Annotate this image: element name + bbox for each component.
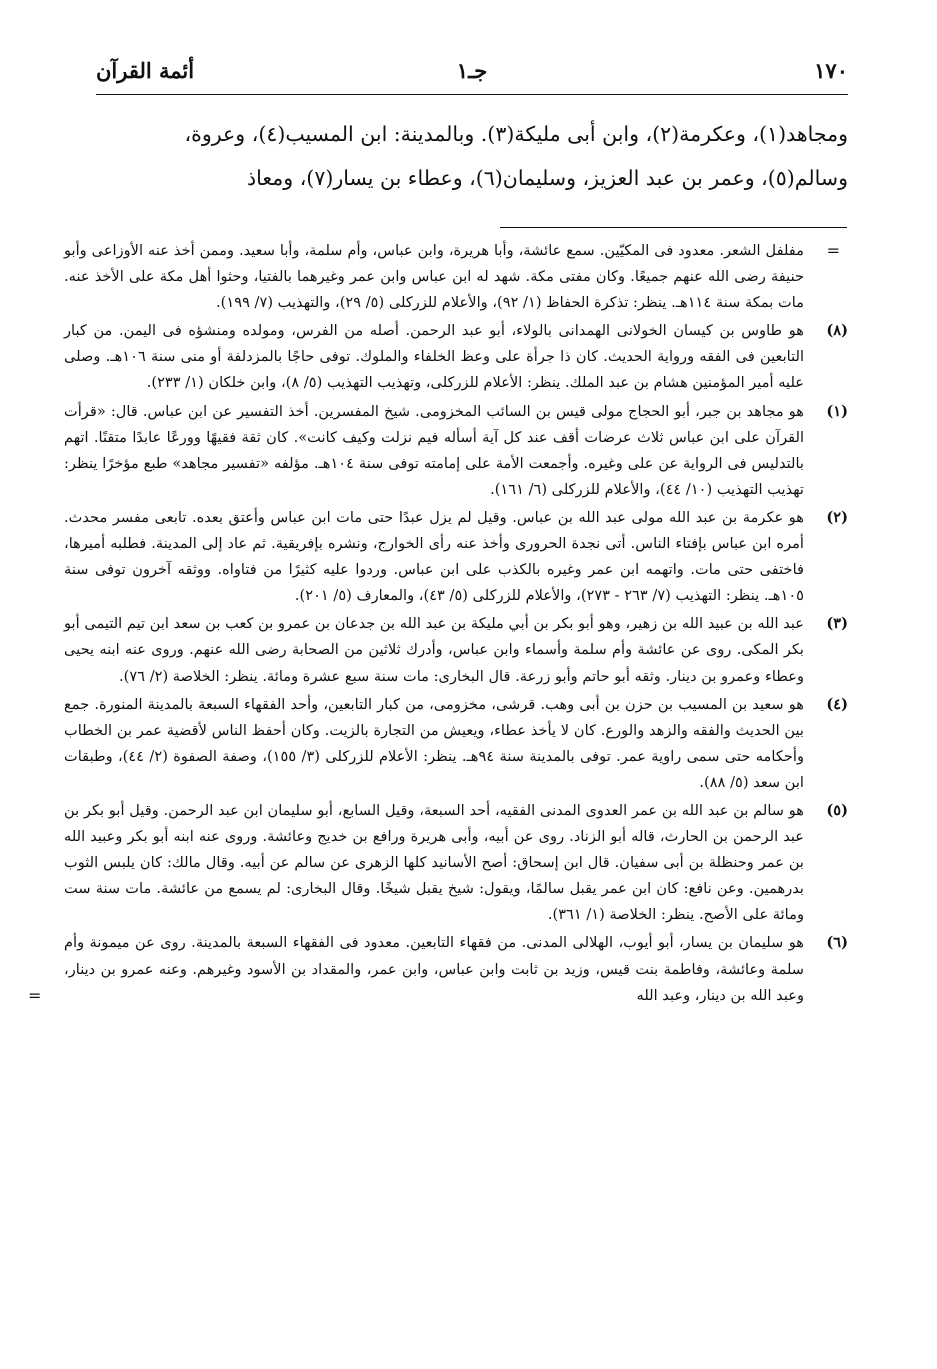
footnote-text: مفلفل الشعر. معدود فى المكيّين. سمع عائشة، وأبا هريرة، وابن عباس، وأم سلمة، وأبا سعيد. وممن أخذ عنه الأوزاعى وأبو حنيفة رضى الله عنهم جميعًا. وكان مفتى مكة. شهد له ابن عباس وابن عمر وغيرهما بالفتيا، وحثوا أهل مكة على الأخذ عنه. مات بمكة سنة ١١٤هـ. ينظر: تذكرة الحفاظ (١/ ٩٢)، والأعلام للزركلى (٥/ ٢٩)، والتهذيب (٧/ ١٩٩). (64, 242, 804, 312)
footnote-text: عبد الله بن عبيد الله بن زهير، وهو أبو بكر بن أبي مليكة بن عبد الله بن جدعان بن عمرو بن كعب بن سعد ابن تيم التيمى أبو بكر المكى. روى عن عائشة وأم سلمة وأسماء وابن عباس، وأدرك ثلاثين من الصحابة رضى الله عنهم. وروى عنه ابنه يحيى وعطاء وعمرو بن دينار. وثقه أبو حاتم وأبو زرعة. قال البخارى: مات سنة سبع عشرة ومائة. ينظر: الخلاصة (٢/ ٧٦). (64, 615, 804, 685)
footnote-number: (٥) (826, 801, 848, 819)
book-title: أئمة القرآن (96, 58, 195, 83)
footnote-separator (500, 227, 847, 228)
footnote-continuation (64, 238, 848, 316)
footnote (64, 505, 848, 609)
footnote (64, 692, 848, 796)
footnote-number: (٦) (826, 934, 848, 952)
footnote-text: هو سليمان بن يسار، أبو أيوب، الهلالى المدنى. من فقهاء التابعين. معدود فى الفقهاء السبعة بالمدينة. روى عن ميمونة وأم سلمة وعائشة، وفاطمة بنت قيس، وزيد بن ثابت وابن عباس، وابن عمر، والمقداد بن الأسود وغيرهم. وعنه عمرو بن دينار، وعبد الله بن دينار، وعبد الله (64, 934, 804, 1004)
footnote-text: هو عكرمة بن عبد الله مولى عبد الله بن عباس. وقيل لم يزل عبدًا حتى مات ابن عباس وأعتق بعده. تابعى مفسر محدث. أمره ابن عباس بإفتاء الناس. أتى نجدة الحرورى وأخذ عنه رأى الخوارج، ونشره بإفريقية. ثم عاد إلى المدينة. فطلبه أميرها، فاختفى حتى مات. واتهمه ابن عمر وغيره بالكذب على ابن عباس. وردوا عليه كثيرًا من فتاواه. ووثقه آخرون توفى سنة ١٠٥هـ. ينظر: التهذيب (٧/ ٢٦٣ - ٢٧٣)، والأعلام للزركلى (٥/ ٤٣)، والمعارف (٥/ ٢٠١). (64, 508, 805, 605)
main-text-line: وسالم(٥)، وعمر بن عبد العزيز، وسليمان(٦)، وعطاء بن يسار(٧)، ومعاذ (247, 166, 848, 190)
continuation-mark: = (826, 241, 840, 260)
footnotes (28, 238, 848, 1011)
footnote-number: (٤) (826, 695, 848, 713)
footnote-number: (٢) (826, 508, 848, 526)
page-number: ١٧٠ (814, 58, 848, 83)
footnote (64, 318, 848, 396)
footnote-text: هو سالم بن عبد الله بن عمر العدوى المدنى الفقيه، أحد السبعة، وقيل السابع، أبو سليمان ابن عبد الرحمن. وقيل أبو بكر بن عبد الرحمن بن الحارث، قاله أبو الزناد. روى عن أبيه، وأبى هريرة ورافع بن خديج وعائشة. وروى عنه ابنه أبو بكر وعبيد الله بن عمر وحنظلة بن أبى سفيان. قال ابن إسحاق: أصح الأسانيد كلها الزهرى عن سالم عن أبيه. وقال مالك: كان يلبس الثوب بدرهمين. وعن نافع: كان ابن عمر يقبل سالمًا، ويقول: شيخ يقبل شيخًا. وقال البخارى: لم يسمع من عائشة. مات سنة ست ومائة على الأصح. ينظر: الخلاصة (١/ ٣٦١). (64, 801, 804, 924)
footnote (28, 930, 848, 1008)
footnote-text: هو طاوس بن كيسان الخولانى الهمدانى بالولاء، أبو عبد الرحمن. أصله من الفرس، ومولده ومنشؤه فى اليمن. من كبار التابعين فى الفقه ورواية الحديث. كان ذا جرأة على وعظ الخلفاء والملوك. توفى حاجًا بالمزدلفة أو منى سنة ١٠٦هـ. وصلى عليه أمير المؤمنين هشام بن عبد الملك. ينظر: الأعلام للزركلى، وتهذيب التهذيب (٥/ ٨)، وابن خلكان (١/ ٢٣٣). (64, 322, 804, 392)
footnote-number: (١) (826, 402, 848, 420)
footnote-number: (٣) (826, 615, 848, 633)
footnote-text: هو مجاهد بن جبر، أبو الحجاج مولى قيس بن السائب المخزومى. شيخ المفسرين. أخذ التفسير عن ابن عباس. قال: «قرأت القرآن على ابن عباس ثلاث عرضات أقف عند كل آية أسأله فيم نزلت وكيف كانت». كان ثقة فقيهًا وورعًا عابدًا متقنًا. اتهم بالتدليس فى الرواية عن على وغيره. وأجمعت الأمة على إمامته توفى سنة ١٠٤هـ. مؤلفه «تفسير مجاهد» طبع مؤخرًا ينظر: تهذيب التهذيب (١٠/ ٤٤)، والأعلام للزركلى (٦/ ١٦١). (64, 402, 804, 498)
footnote (64, 399, 848, 503)
page-header (96, 52, 848, 95)
volume-label: جـ١ (456, 58, 488, 83)
footnote-text: هو سعيد بن المسيب بن حزن بن أبى وهب. قرشى، مخزومى، من كبار التابعين، وأحد الفقهاء السبعة بالمدينة المنورة. جمع بين الحديث والفقه والزهد والورع. كان لا يأخذ عطاء، ويعيش من التجارة بالزيت. وكان أحفظ الناس لأقضية عمر بن الخطاب وأحكامه حتى سمى راوية عمر. توفى بالمدينة سنة ٩٤هـ. ينظر: الأعلام للزركلى (٣/ ١٥٥)، وصفة الصفوة (٢/ ٤٤)، وطبقات ابن سعد (٥/ ٨٨). (64, 695, 805, 791)
main-text-line: ومجاهد(١)، وعكرمة(٢)، وابن أبى مليكة(٣). وبالمدينة: ابن المسيب(٤)، وعروة، (184, 122, 848, 146)
main-text (96, 112, 848, 200)
footnote (64, 611, 848, 689)
footnote (64, 798, 848, 928)
continues-mark: = (28, 985, 42, 1005)
footnote-number: (٨) (826, 322, 848, 340)
